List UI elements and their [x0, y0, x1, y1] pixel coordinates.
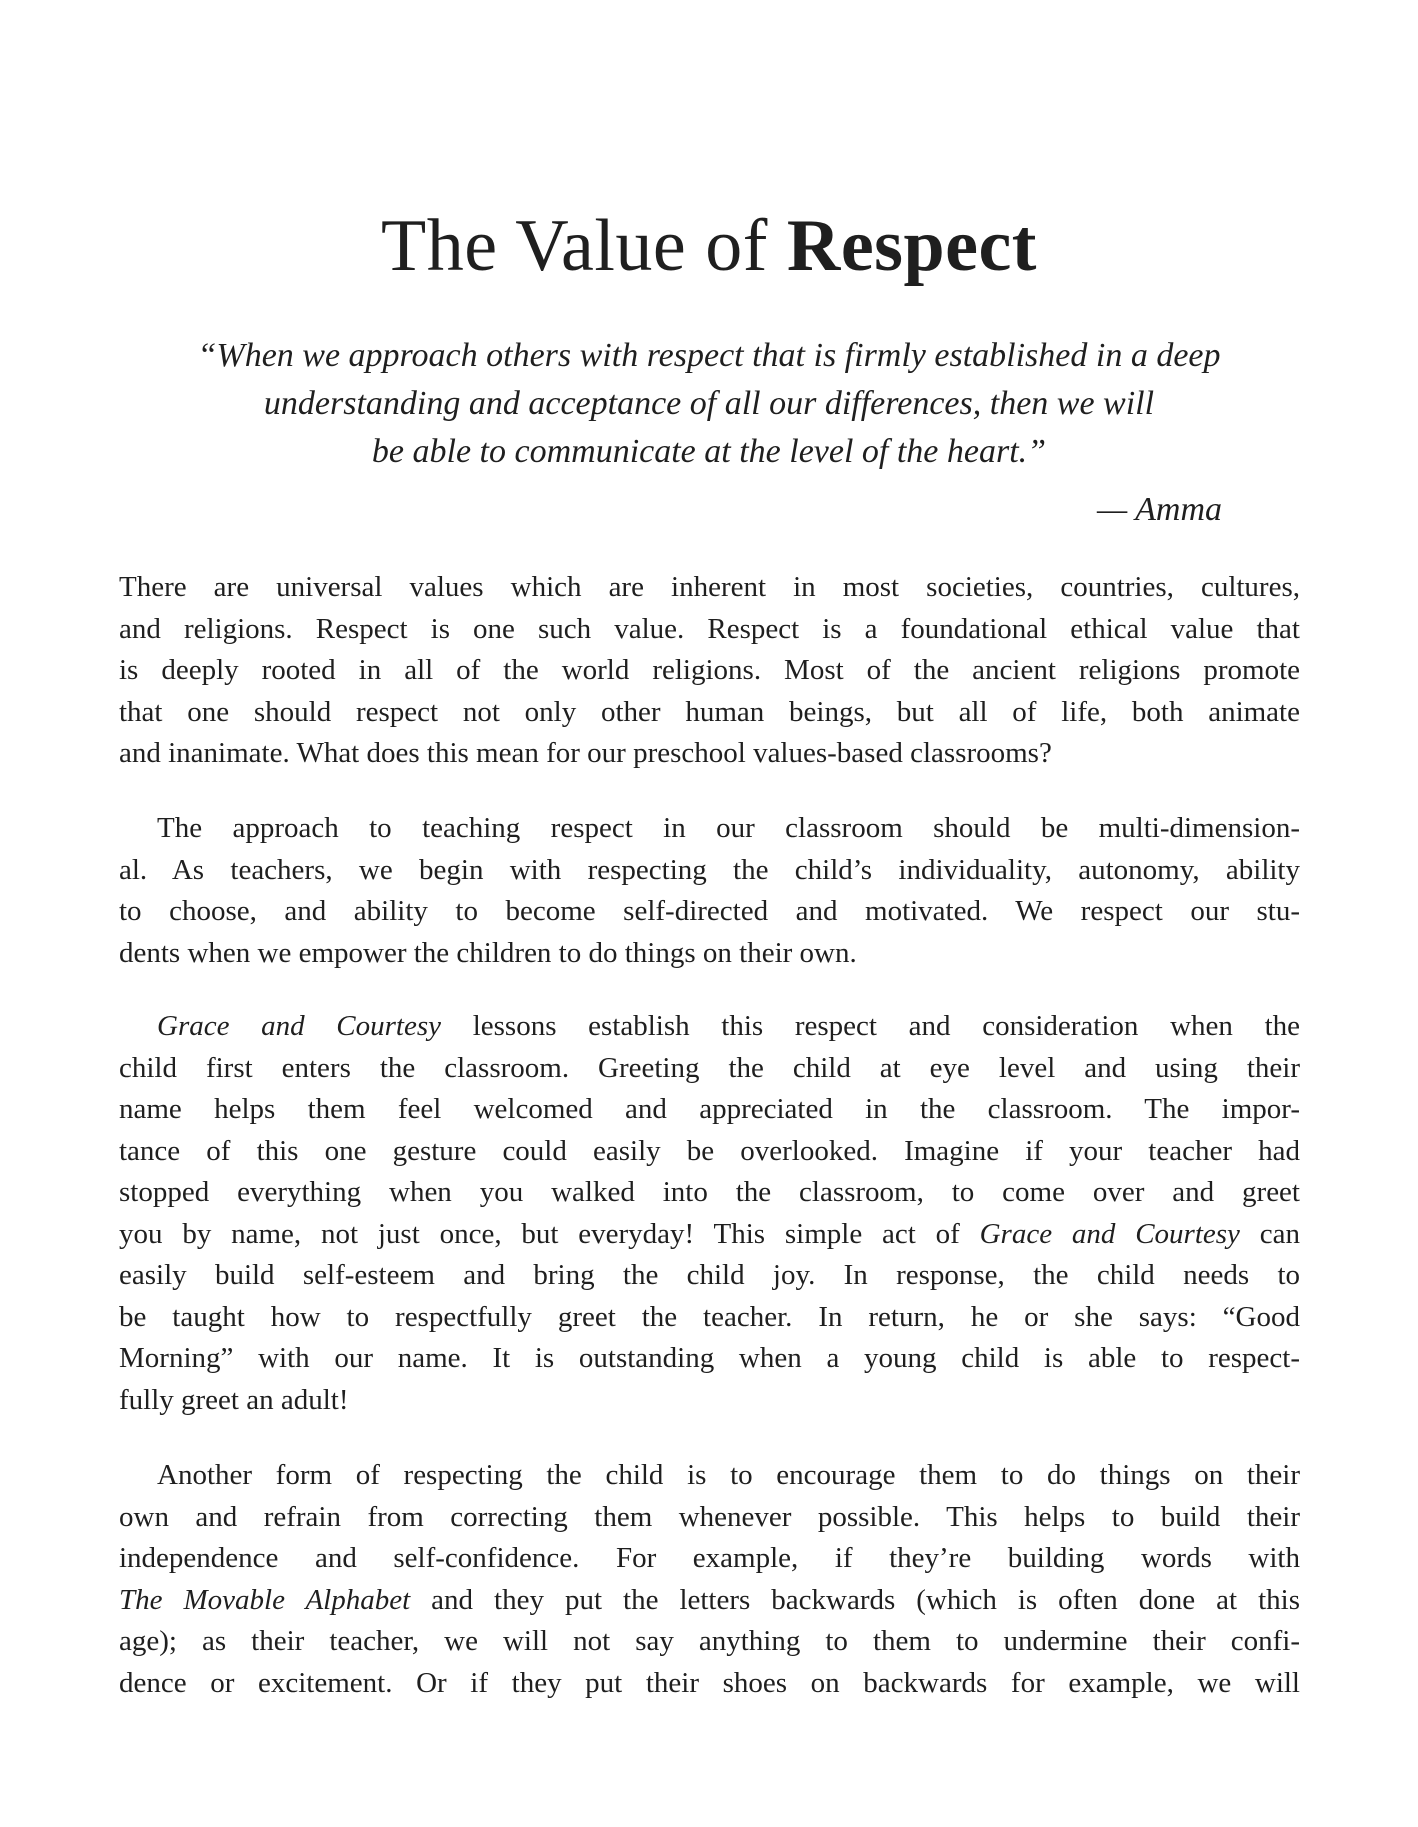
- page-title-bold-word: Respect: [786, 205, 1037, 287]
- text-line: is deeply rooted in all of the world religions. Most of the ancient religions promote: [119, 654, 1300, 686]
- lesson-title-italic: Grace and Courtesy: [979, 1217, 1240, 1250]
- text-line: child first enters the classroom. Greeting the child at eye level and using their: [119, 1051, 1300, 1084]
- text-run: you by name, not just once, but everyday! This simple act of: [119, 1217, 980, 1250]
- text-run: can: [1239, 1217, 1300, 1250]
- paragraph-3: [119, 1006, 1300, 1421]
- text-line: Morning” with our name. It is outstanding when a young child is able to respect-: [119, 1342, 1300, 1374]
- text-line: and inanimate. What does this mean for our preschool values-based classrooms?: [119, 737, 1052, 769]
- text-line: own and refrain from correcting them whenever possible. This helps to build their: [119, 1500, 1300, 1533]
- text-run: and they put the letters backwards (which is often done at this: [410, 1583, 1300, 1616]
- text-line: Another form of respecting the child is to encourage them to do things on their: [157, 1459, 1300, 1491]
- quote-line: “When we approach others with respect that is firmly established in a deep: [197, 337, 1221, 374]
- quote-attribution: — Amma: [1097, 491, 1222, 528]
- text-line: easily build self-esteem and bring the child joy. In response, the child needs to: [119, 1259, 1300, 1291]
- page-title: [0, 198, 1418, 294]
- paragraph-2: [119, 808, 1300, 974]
- text-line: dents when we empower the children to do things on their own.: [119, 936, 857, 969]
- text-line: The approach to teaching respect in our classroom should be multi-dimension-: [157, 812, 1300, 844]
- page-title-prefix: The Value of: [381, 205, 787, 287]
- text-line: and religions. Respect is one such value. Respect is a foundational ethical value that: [119, 612, 1300, 645]
- text-line: fully greet an adult!: [119, 1383, 349, 1416]
- text-line: stopped everything when you walked into the classroom, to come over and greet: [119, 1176, 1300, 1208]
- text-run: lessons establish this respect and consideration when the: [441, 1010, 1300, 1042]
- material-title-italic: The Movable Alphabet: [119, 1583, 411, 1616]
- epigraph-quote: [118, 332, 1300, 476]
- text-line: tance of this one gesture could easily be overlooked. Imagine if your teacher had: [119, 1134, 1300, 1167]
- text-line: al. As teachers, we begin with respecting the child’s individuality, autonomy, ability: [119, 853, 1300, 886]
- text-line: age); as their teacher, we will not say anything to them to undermine their confi-: [119, 1625, 1300, 1657]
- lesson-title-italic: Grace and Courtesy: [157, 1010, 442, 1042]
- text-line: independence and self-confidence. For example, if they’re building words with: [119, 1542, 1300, 1574]
- text-line: to choose, and ability to become self-directed and motivated. We respect our stu-: [119, 895, 1300, 927]
- quote-line: be able to communicate at the level of the heart.”: [371, 433, 1047, 470]
- text-line: [119, 1006, 1300, 1048]
- paragraph-4: [119, 1455, 1300, 1704]
- text-line: name helps them feel welcomed and appreciated in the classroom. The impor-: [119, 1093, 1300, 1125]
- text-line: dence or excitement. Or if they put their shoes on backwards for example, we will: [119, 1666, 1300, 1699]
- text-line: There are universal values which are inherent in most societies, countries, cultures,: [119, 571, 1300, 603]
- text-line: [119, 1214, 1300, 1256]
- text-line: [119, 1580, 1300, 1622]
- paragraph-1: [119, 567, 1300, 775]
- text-line: be taught how to respectfully greet the teacher. In return, he or she says: “Good: [119, 1300, 1300, 1333]
- text-line: that one should respect not only other human beings, but all of life, both animate: [119, 695, 1300, 728]
- quote-line: understanding and acceptance of all our differences, then we will: [263, 385, 1155, 422]
